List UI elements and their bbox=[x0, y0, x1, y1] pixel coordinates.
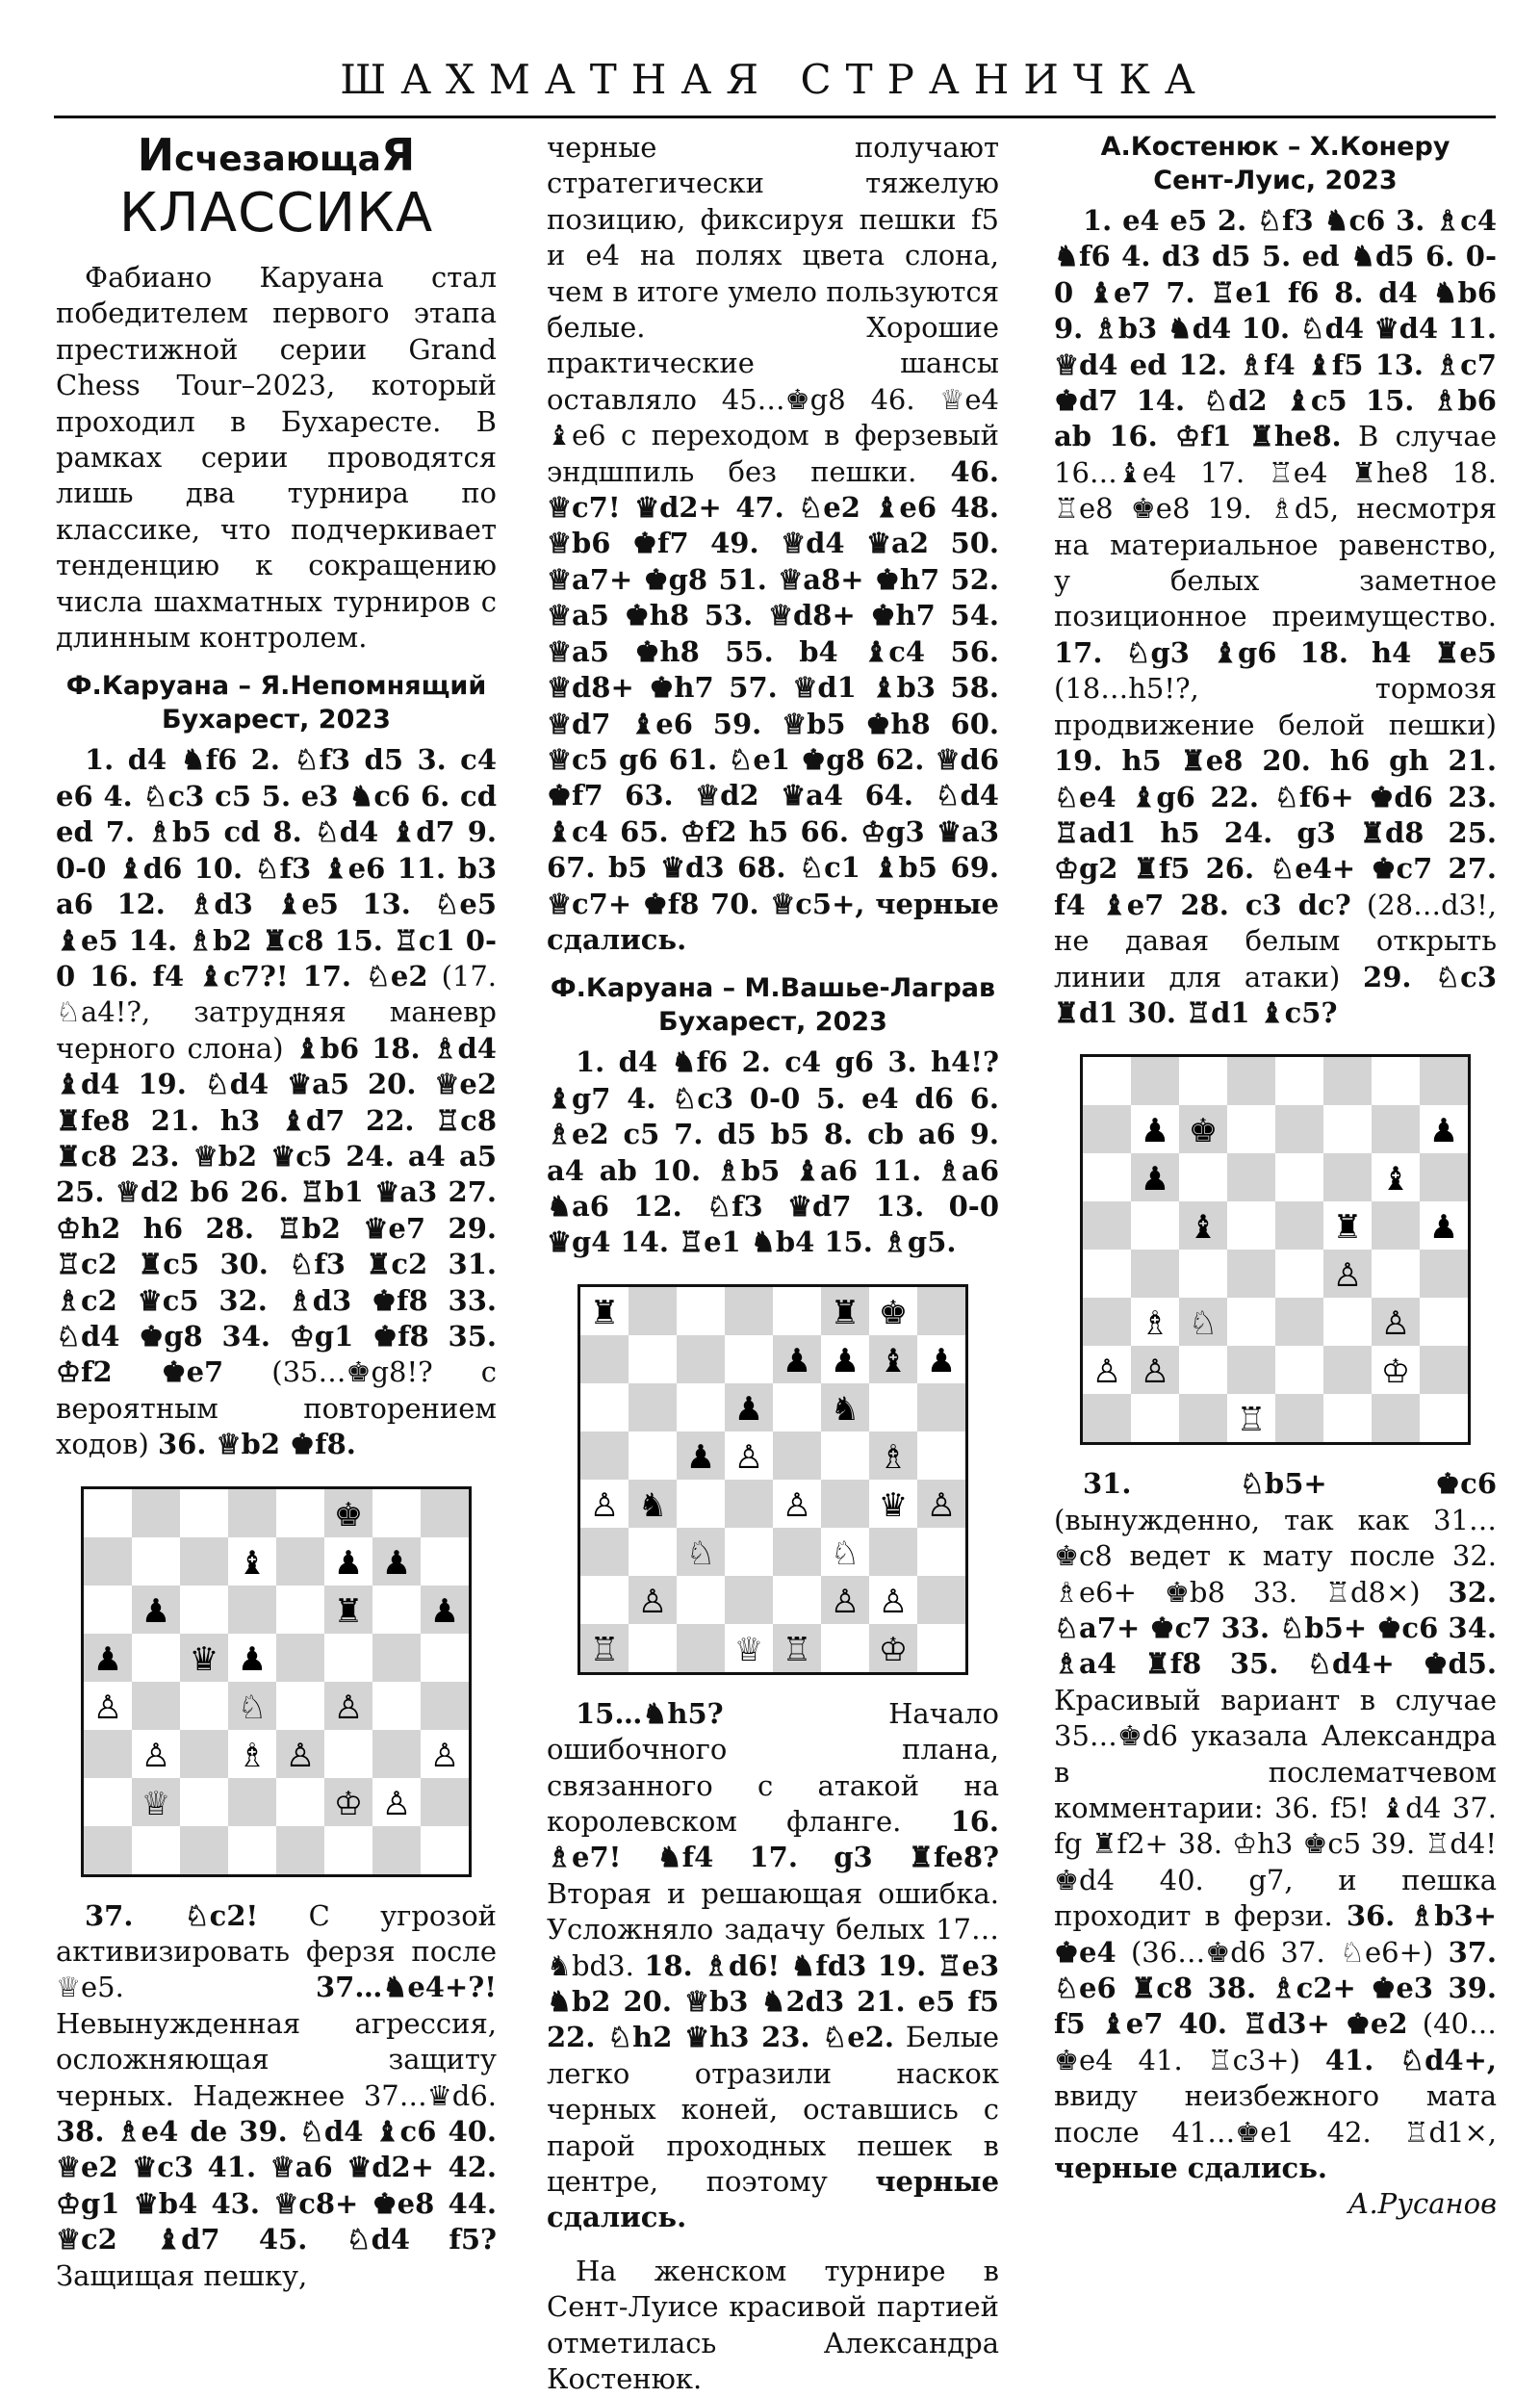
board-square bbox=[1179, 1153, 1227, 1201]
board-square bbox=[869, 1528, 917, 1576]
chess-piece: ♟ bbox=[381, 1543, 412, 1583]
board-square bbox=[84, 1778, 132, 1826]
board-square bbox=[372, 1730, 421, 1778]
chess-piece: ♙ bbox=[782, 1485, 812, 1525]
board-square bbox=[1227, 1201, 1275, 1250]
game2-result: черные сдались. bbox=[547, 2165, 1000, 2234]
board-square bbox=[276, 1537, 324, 1586]
chess-piece: ♗ bbox=[878, 1437, 909, 1477]
title-mid: счезающа bbox=[174, 140, 381, 179]
board-square bbox=[1323, 1298, 1372, 1346]
board-square bbox=[421, 1537, 469, 1586]
board-square bbox=[821, 1624, 869, 1672]
board-square bbox=[677, 1287, 725, 1335]
board-square bbox=[629, 1335, 677, 1383]
board-square bbox=[629, 1383, 677, 1431]
board-square bbox=[725, 1480, 773, 1528]
board-square bbox=[180, 1778, 228, 1826]
chess-piece: ♔ bbox=[1380, 1353, 1411, 1392]
chess-piece: ♘ bbox=[1188, 1304, 1219, 1344]
board-square bbox=[324, 1634, 372, 1682]
women-tournament-paragraph: На женском турнире в Сент-Луисе красивой партией отметилась Александра Костенюк. bbox=[547, 2254, 999, 2396]
chess-piece: ♙ bbox=[141, 1736, 171, 1775]
board-square bbox=[725, 1576, 773, 1624]
board-square bbox=[1083, 1201, 1131, 1250]
board-square bbox=[1083, 1394, 1131, 1442]
board-square bbox=[1227, 1346, 1275, 1394]
board-square bbox=[228, 1586, 276, 1634]
board-square bbox=[228, 1826, 276, 1874]
board-square bbox=[1275, 1201, 1323, 1250]
board-square bbox=[821, 1431, 869, 1480]
game3-place: Сент-Луис, 2023 bbox=[1153, 166, 1398, 195]
board-square bbox=[677, 1383, 725, 1431]
board-square bbox=[1275, 1346, 1323, 1394]
game1-after-text-3: Защищая пешку, bbox=[56, 2258, 308, 2292]
board-square bbox=[180, 1682, 228, 1730]
board-square bbox=[421, 1634, 469, 1682]
chess-piece: ♘ bbox=[830, 1534, 860, 1573]
chess-piece: ♙ bbox=[92, 1688, 123, 1727]
game3-after-moves-2: 32. ♘a7+ ♚c7 33. ♘b5+ ♚c6 34. ♗a4 ♜f8 35. ♘d4+ ♚d5. bbox=[1054, 1575, 1497, 1681]
board-square bbox=[421, 1489, 469, 1537]
game1-after-diagram bbox=[56, 1898, 497, 2294]
game3-after-text-3: (36…♚d6 37. ♘e6+) bbox=[1130, 1935, 1434, 1969]
game3-players: А.Костенюк – Х.Конеру bbox=[1100, 132, 1450, 162]
board-square bbox=[1083, 1153, 1131, 1201]
game1-after-text-2: Невынужденная агрессия, осложняющая защиту черных. Надежнее 37…♛d6. bbox=[56, 2006, 497, 2112]
board-square bbox=[1420, 1298, 1468, 1346]
game1-comment-2: (35…♚g8!? с вероятным повторением ходов) bbox=[56, 1355, 498, 1461]
chess-piece: ♜ bbox=[333, 1591, 364, 1631]
chess-piece: ♙ bbox=[429, 1736, 460, 1775]
game2-header bbox=[547, 971, 999, 1039]
chess-piece: ♙ bbox=[1091, 1353, 1122, 1392]
intro-paragraph: Фабиано Каруана стал победителем первого этапа престижной серии Grand Chess Tour–2023, который проходил в Бухаресте. В рамках серии проводятся лишь два турнира по классике, что подчеркивает тенденцию к сокращению числа шахматных турниров с длинным контролем. bbox=[56, 261, 497, 655]
game1-cont-text: черные получают стратегически тяжелую позицию, фиксируя пешки f5 и e4 на полях цвета слона, чем в итоге умело пользуются белые. Хорошие практические шансы оставляло 45…♚g8 46. ♕e4 ♝e6 с переходом в ферзевый эндшпиль без пешки. bbox=[547, 131, 999, 488]
board-square bbox=[1227, 1298, 1275, 1346]
board-square bbox=[773, 1383, 821, 1431]
board-square bbox=[869, 1383, 917, 1431]
column-2 bbox=[547, 130, 999, 2398]
game3-comment-3: (28…d3!, не давая белым открыть линии для атаки) bbox=[1054, 888, 1498, 993]
board-square bbox=[421, 1826, 469, 1874]
board-square bbox=[1179, 1346, 1227, 1394]
board-square bbox=[1323, 1346, 1372, 1394]
chess-piece: ♗ bbox=[1140, 1304, 1170, 1344]
game1-after-moves-2: 37…♞e4+?! bbox=[315, 1971, 497, 2004]
chess-piece: ♘ bbox=[685, 1534, 716, 1573]
board-square bbox=[580, 1383, 629, 1431]
game3-after-diagram bbox=[1054, 1466, 1497, 2186]
board-square bbox=[773, 1287, 821, 1335]
board-square bbox=[1275, 1394, 1323, 1442]
game1-moves-3: 36. ♕b2 ♚f8. bbox=[158, 1428, 356, 1461]
game1-moves-2: ♝b6 18. ♗d4 ♝d4 19. ♘d4 ♛a5 20. ♕e2 ♜fe8 21. h3 ♝d7 22. ♖c8 ♜c8 23. ♕b2 ♛c5 24. a4 a5 25. ♕d2 b6 26. ♖b1 ♛a3 27. ♔h2 h6 28. ♖b2 ♛e7 29. ♖c2 ♜c5 30. ♘f3 ♜c2 31. ♗c2 ♛c5 32. ♗d3 ♚f8 33. ♘d4 ♚g8 34. ♔g1 ♚f8 35. ♔f2 ♚e7 bbox=[56, 1031, 497, 1389]
board-square bbox=[1275, 1250, 1323, 1298]
game3-result: черные сдались. bbox=[1054, 2152, 1327, 2185]
chess-piece: ♟ bbox=[429, 1591, 460, 1631]
game3-after-text-5: ввиду неизбежного мата после 41…♚e1 42. ♖d1×, bbox=[1054, 2079, 1497, 2149]
board-square bbox=[725, 1335, 773, 1383]
chess-piece: ♙ bbox=[1332, 1256, 1363, 1296]
board-square bbox=[1131, 1201, 1179, 1250]
game2-after-moves: 15…♞h5? bbox=[576, 1696, 724, 1730]
board-square bbox=[132, 1682, 180, 1730]
board-square bbox=[1227, 1057, 1275, 1105]
chess-piece: ♟ bbox=[782, 1341, 812, 1380]
chess-piece: ♚ bbox=[1188, 1112, 1219, 1151]
board-square bbox=[725, 1528, 773, 1576]
chess-piece: ♞ bbox=[637, 1485, 668, 1525]
chess-piece: ♙ bbox=[878, 1582, 909, 1621]
board-square bbox=[1131, 1250, 1179, 1298]
game3-comment-1: В случае 16…♝e4 17. ♖e4 ♜he8 18. ♖e8 ♚e8 19. ♗d5, несмотря на материальное равенство, у белых заметное позиционное преимущество. bbox=[1054, 420, 1497, 633]
game3-comment-2: (18…h5!?, тормозя продвижение белой пешки) bbox=[1054, 672, 1497, 741]
board-square bbox=[1372, 1250, 1420, 1298]
chess-piece: ♙ bbox=[926, 1485, 957, 1525]
game2-after-moves-2: 16. ♗e7! ♞f4 17. g3 ♜fe8? bbox=[547, 1805, 1000, 1874]
board-square bbox=[132, 1489, 180, 1537]
board-square bbox=[917, 1287, 965, 1335]
board-square bbox=[677, 1624, 725, 1672]
game3-moves-paragraph bbox=[1054, 203, 1497, 1031]
board-square bbox=[773, 1431, 821, 1480]
board-square bbox=[276, 1682, 324, 1730]
game2-place: Бухарест, 2023 bbox=[658, 1007, 887, 1038]
board-square bbox=[276, 1634, 324, 1682]
board-square bbox=[677, 1576, 725, 1624]
chess-piece: ♜ bbox=[1332, 1208, 1363, 1248]
board-square bbox=[180, 1537, 228, 1586]
game1-moves-paragraph bbox=[56, 742, 497, 1462]
board-square bbox=[276, 1778, 324, 1826]
game3-header bbox=[1054, 130, 1497, 197]
board-square bbox=[132, 1537, 180, 1586]
board-square bbox=[180, 1826, 228, 1874]
board-square bbox=[821, 1480, 869, 1528]
chess-piece: ♞ bbox=[830, 1389, 860, 1429]
board-square bbox=[677, 1335, 725, 1383]
game3-after-moves-5: 41. ♘d4+, bbox=[1324, 2043, 1497, 2076]
game3-after-moves-4: 37. ♘e6 ♜c8 38. ♗c2+ ♚e3 39. f5 ♝e7 40. ♖d3+ ♚e2 bbox=[1054, 1935, 1498, 2041]
board-square bbox=[1227, 1153, 1275, 1201]
board-square bbox=[228, 1489, 276, 1537]
board-square bbox=[1275, 1298, 1323, 1346]
board-square bbox=[725, 1287, 773, 1335]
game1-comment-1: (17. ♘a4!?, затрудняя маневр черного слона) bbox=[56, 959, 497, 1065]
board-square bbox=[276, 1489, 324, 1537]
game1-place: Бухарест, 2023 bbox=[162, 705, 391, 735]
board-square bbox=[629, 1624, 677, 1672]
title-line-1 bbox=[56, 130, 497, 185]
chess-piece: ♙ bbox=[830, 1582, 860, 1621]
game2-moves: 1. d4 ♞f6 2. c4 g6 3. h4!? ♝g7 4. ♘c3 0-0 5. e4 d6 6. ♗e2 c5 7. d5 b5 8. cb a6 9. a4 ab 10. ♗b5 ♝a6 11. ♗a6 ♞a6 12. ♘f3 ♛d7 13. 0-0 ♛g4 14. ♖e1 ♞b4 15. ♗g5. bbox=[547, 1045, 999, 1259]
board-square bbox=[917, 1528, 965, 1576]
chess-piece: ♟ bbox=[926, 1341, 957, 1380]
header-rule bbox=[54, 116, 1496, 118]
board-square bbox=[917, 1624, 965, 1672]
game3-moves-2: 17. ♘g3 ♝g6 18. h4 ♜e5 bbox=[1054, 635, 1497, 669]
chess-piece: ♙ bbox=[1140, 1353, 1170, 1392]
board-square bbox=[580, 1335, 629, 1383]
game3-after-text-1: (вынужденно, так как 31…♚c8 ведет к мату после 32. ♗e6+ ♚b8 33. ♖d8×) bbox=[1054, 1503, 1497, 1609]
board-square bbox=[180, 1489, 228, 1537]
chess-piece: ♙ bbox=[381, 1784, 412, 1823]
board-square bbox=[276, 1826, 324, 1874]
board-square bbox=[629, 1528, 677, 1576]
board-square bbox=[1372, 1394, 1420, 1442]
chess-piece: ♟ bbox=[237, 1639, 268, 1679]
board-square bbox=[1420, 1394, 1468, 1442]
board-square bbox=[1227, 1250, 1275, 1298]
board-square bbox=[372, 1634, 421, 1682]
chess-piece: ♖ bbox=[782, 1630, 812, 1669]
author-signature: А.Русанов bbox=[1348, 2187, 1497, 2221]
chess-diagram-1 bbox=[81, 1486, 472, 1877]
board-square bbox=[1179, 1250, 1227, 1298]
board-square bbox=[132, 1634, 180, 1682]
board-square bbox=[917, 1576, 965, 1624]
game3-after-moves-3: 36. ♗b3+ ♚e4 bbox=[1054, 1899, 1498, 1969]
title-cap: И bbox=[137, 129, 175, 181]
chess-piece: ♙ bbox=[1380, 1304, 1411, 1344]
board-square bbox=[1227, 1105, 1275, 1153]
chess-piece: ♟ bbox=[333, 1543, 364, 1583]
game2-after-moves-3: 18. ♗d6! ♞fd3 19. ♖e3 ♞b2 20. ♕b3 ♞2d3 21. e5 f5 22. ♘h2 ♛h3 23. ♘e2. bbox=[547, 1948, 1000, 2054]
game3-after-moves: 31. ♘b5+ ♚c6 bbox=[1083, 1467, 1497, 1501]
chess-piece: ♙ bbox=[333, 1688, 364, 1727]
chess-diagram-3 bbox=[1080, 1054, 1471, 1445]
game2-after-text-3: Белые легко отразили наскок черных коней, оставшись с парой проходных пешек в центре, поэтому bbox=[547, 2021, 999, 2199]
chess-piece: ♟ bbox=[141, 1591, 171, 1631]
board-square bbox=[1131, 1057, 1179, 1105]
game1-moves: 1. d4 ♞f6 2. ♘f3 d5 3. c4 e6 4. ♘c3 c5 5. e3 ♞c6 6. cd ed 7. ♗b5 cd 8. ♘d4 ♝d7 9. 0-0 ♝d6 10. ♘f3 ♝e6 11. b3 a6 12. ♗d3 ♝e5 13. ♘e5 ♝e5 14. ♗b2 ♜c8 15. ♖c1 0-0 16. f4 ♝c7?! 17. ♘e2 bbox=[56, 743, 497, 993]
chess-piece: ♟ bbox=[685, 1437, 716, 1477]
board-square bbox=[1372, 1201, 1420, 1250]
chess-piece: ♟ bbox=[1428, 1112, 1459, 1151]
chess-piece: ♔ bbox=[878, 1630, 909, 1669]
board-square bbox=[1420, 1346, 1468, 1394]
board-square bbox=[324, 1730, 372, 1778]
chess-piece: ♟ bbox=[733, 1389, 764, 1429]
board-square bbox=[180, 1730, 228, 1778]
board-square bbox=[677, 1480, 725, 1528]
board-square bbox=[1083, 1250, 1131, 1298]
game1-after-moves: 37. ♘c2! bbox=[85, 1898, 259, 1932]
board-square bbox=[580, 1528, 629, 1576]
chess-diagram-2 bbox=[578, 1284, 968, 1675]
game1-players: Ф.Каруана – Я.Непомнящий bbox=[65, 671, 487, 702]
title-end: Я bbox=[380, 129, 416, 181]
board-square bbox=[421, 1778, 469, 1826]
board-square bbox=[1420, 1250, 1468, 1298]
chess-piece: ♜ bbox=[830, 1293, 860, 1332]
game3-after-text-2: Красивый вариант в случае 35…♚d6 указала Александра в послематчевом комментарии: 36. f5! ♝d4 37. fg ♜f2+ 38. ♔h3 ♚c5 39. ♖d4! ♚d4 40. g7, и пешка проходит в ферзи. bbox=[1054, 1683, 1497, 1933]
chess-piece: ♕ bbox=[733, 1630, 764, 1669]
chess-piece: ♕ bbox=[141, 1784, 171, 1823]
chess-piece: ♟ bbox=[1140, 1112, 1170, 1151]
game3-moves: 1. e4 e5 2. ♘f3 ♞c6 3. ♗c4 ♞f6 4. d3 d5 5. ed ♞d5 6. 0-0 ♝e7 7. ♖e1 f6 8. d4 ♞b6 9. ♗b3 ♞d4 10. ♘d4 ♛d4 11. ♕d4 ed 12. ♗f4 ♝f5 13. ♗c7 ♚d7 14. ♘d2 ♝c5 15. ♗b6 ab 16. ♔f1 ♜he8. bbox=[1054, 204, 1497, 453]
board-square bbox=[1420, 1057, 1468, 1105]
board-square bbox=[1083, 1105, 1131, 1153]
chess-piece: ♘ bbox=[237, 1688, 268, 1727]
chess-piece: ♚ bbox=[333, 1495, 364, 1534]
chess-piece: ♖ bbox=[1236, 1401, 1267, 1440]
chess-piece: ♙ bbox=[733, 1437, 764, 1477]
board-square bbox=[372, 1489, 421, 1537]
board-square bbox=[276, 1586, 324, 1634]
board-square bbox=[372, 1682, 421, 1730]
board-square bbox=[1323, 1153, 1372, 1201]
board-square bbox=[1131, 1394, 1179, 1442]
board-square bbox=[1275, 1105, 1323, 1153]
chess-piece: ♝ bbox=[878, 1341, 909, 1380]
board-square bbox=[1179, 1057, 1227, 1105]
board-square bbox=[1323, 1057, 1372, 1105]
game1-result: черные сдались. bbox=[547, 887, 999, 956]
board-square bbox=[917, 1383, 965, 1431]
chess-piece: ♙ bbox=[285, 1736, 316, 1775]
column-3 bbox=[1054, 130, 1497, 2223]
chess-piece: ♟ bbox=[830, 1341, 860, 1380]
board-square bbox=[372, 1586, 421, 1634]
chess-piece: ♛ bbox=[189, 1639, 219, 1679]
game3-after-text-4: (40…♚e4 41. ♖c3+) bbox=[1054, 2007, 1498, 2076]
board-square bbox=[629, 1287, 677, 1335]
game2-after-text-1: Начало ошибочного плана, связанного с атакой на королевском фланге. bbox=[547, 1696, 999, 1838]
chess-piece: ♙ bbox=[637, 1582, 668, 1621]
chess-piece: ♟ bbox=[92, 1639, 123, 1679]
board-square bbox=[84, 1826, 132, 1874]
board-square bbox=[228, 1778, 276, 1826]
game3-moves-4: 29. ♘c3 ♜d1 30. ♖d1 ♝c5? bbox=[1054, 960, 1497, 1029]
board-square bbox=[421, 1682, 469, 1730]
chess-piece: ♙ bbox=[589, 1485, 620, 1525]
board-square bbox=[84, 1586, 132, 1634]
board-square bbox=[773, 1528, 821, 1576]
title-line-2: КЛАССИКА bbox=[118, 182, 434, 245]
game2-players: Ф.Каруана – М.Вашье-Лаграв bbox=[550, 973, 996, 1004]
chess-piece: ♛ bbox=[878, 1485, 909, 1525]
board-square bbox=[773, 1576, 821, 1624]
board-square bbox=[1323, 1394, 1372, 1442]
board-square bbox=[372, 1826, 421, 1874]
chess-piece: ♝ bbox=[1380, 1160, 1411, 1199]
board-square bbox=[84, 1489, 132, 1537]
chess-piece: ♜ bbox=[589, 1293, 620, 1332]
article-title bbox=[56, 130, 497, 243]
chess-piece: ♖ bbox=[589, 1630, 620, 1669]
chess-piece: ♝ bbox=[237, 1543, 268, 1583]
board-square bbox=[1275, 1057, 1323, 1105]
board-square bbox=[132, 1826, 180, 1874]
board-square bbox=[1275, 1153, 1323, 1201]
game3-moves-3: 19. h5 ♜e8 20. h6 gh 21. ♘e4 ♝g6 22. ♘f6+ ♚d6 23. ♖ad1 h5 24. g3 ♜d8 25. ♔g2 ♜f5 26. ♘e4+ ♚c7 27. f4 ♝e7 28. c3 dc? bbox=[1054, 744, 1497, 921]
page-header: ШАХМАТНАЯ СТРАНИЧКА bbox=[340, 56, 1210, 103]
chess-piece: ♝ bbox=[1188, 1208, 1219, 1248]
board-square bbox=[917, 1431, 965, 1480]
game1-cont-moves: 46. ♕c7! ♛d2+ 47. ♘e2 ♝e6 48. ♕b6 ♚f7 49. ♕d4 ♛a2 50. ♕a7+ ♚g8 51. ♕a8+ ♚h7 52. ♕a5 ♚h8 53. ♕d8+ ♚h7 54. ♕a5 ♚h8 55. b4 ♝c4 56. ♕d8+ ♚h7 57. ♕d1 ♝b3 58. ♕d7 ♝e6 59. ♕b5 ♚h8 60. ♕c5 g6 61. ♘e1 ♚g8 62. ♕d6 ♚f7 63. ♕d2 ♛a4 64. ♘d4 ♝c4 65. ♔f2 h5 66. ♔g3 ♛a3 67. b5 ♛d3 68. ♘c1 ♝b5 69. ♕c7+ ♚f8 70. ♕c5+, bbox=[547, 454, 999, 920]
board-square bbox=[84, 1730, 132, 1778]
game1-after-text-1: С угрозой активизировать ферзя после ♕e5. bbox=[56, 1898, 497, 2004]
game1-after-moves-3: 38. ♗e4 de 39. ♘d4 ♝c6 40. ♕e2 ♛c3 41. ♕a6 ♛d2+ 42. ♔g1 ♛b4 43. ♕c8+ ♚e8 44. ♕c2 ♝d7 45. ♘d4 f5? bbox=[56, 2115, 497, 2256]
board-square bbox=[629, 1431, 677, 1480]
board-square bbox=[1083, 1057, 1131, 1105]
board-square bbox=[1083, 1298, 1131, 1346]
board-square bbox=[324, 1826, 372, 1874]
board-square bbox=[1372, 1105, 1420, 1153]
column-1 bbox=[56, 130, 497, 2294]
board-square bbox=[1420, 1153, 1468, 1201]
chess-piece: ♗ bbox=[237, 1736, 268, 1775]
board-square bbox=[1179, 1394, 1227, 1442]
board-square bbox=[180, 1586, 228, 1634]
chess-piece: ♟ bbox=[1140, 1160, 1170, 1199]
chess-piece: ♚ bbox=[878, 1293, 909, 1332]
chess-piece: ♟ bbox=[1428, 1208, 1459, 1248]
game1-header bbox=[56, 669, 497, 736]
board-square bbox=[580, 1576, 629, 1624]
game1-continuation bbox=[547, 130, 999, 958]
board-square bbox=[1372, 1057, 1420, 1105]
game2-after-text-2: Вторая и решающая ошибка. Усложняло задачу белых 17…♞bd3. bbox=[547, 1876, 999, 1982]
game2-after-diagram bbox=[547, 1696, 999, 2236]
board-square bbox=[84, 1537, 132, 1586]
chess-piece: ♔ bbox=[333, 1784, 364, 1823]
board-square bbox=[1323, 1105, 1372, 1153]
board-square bbox=[580, 1431, 629, 1480]
